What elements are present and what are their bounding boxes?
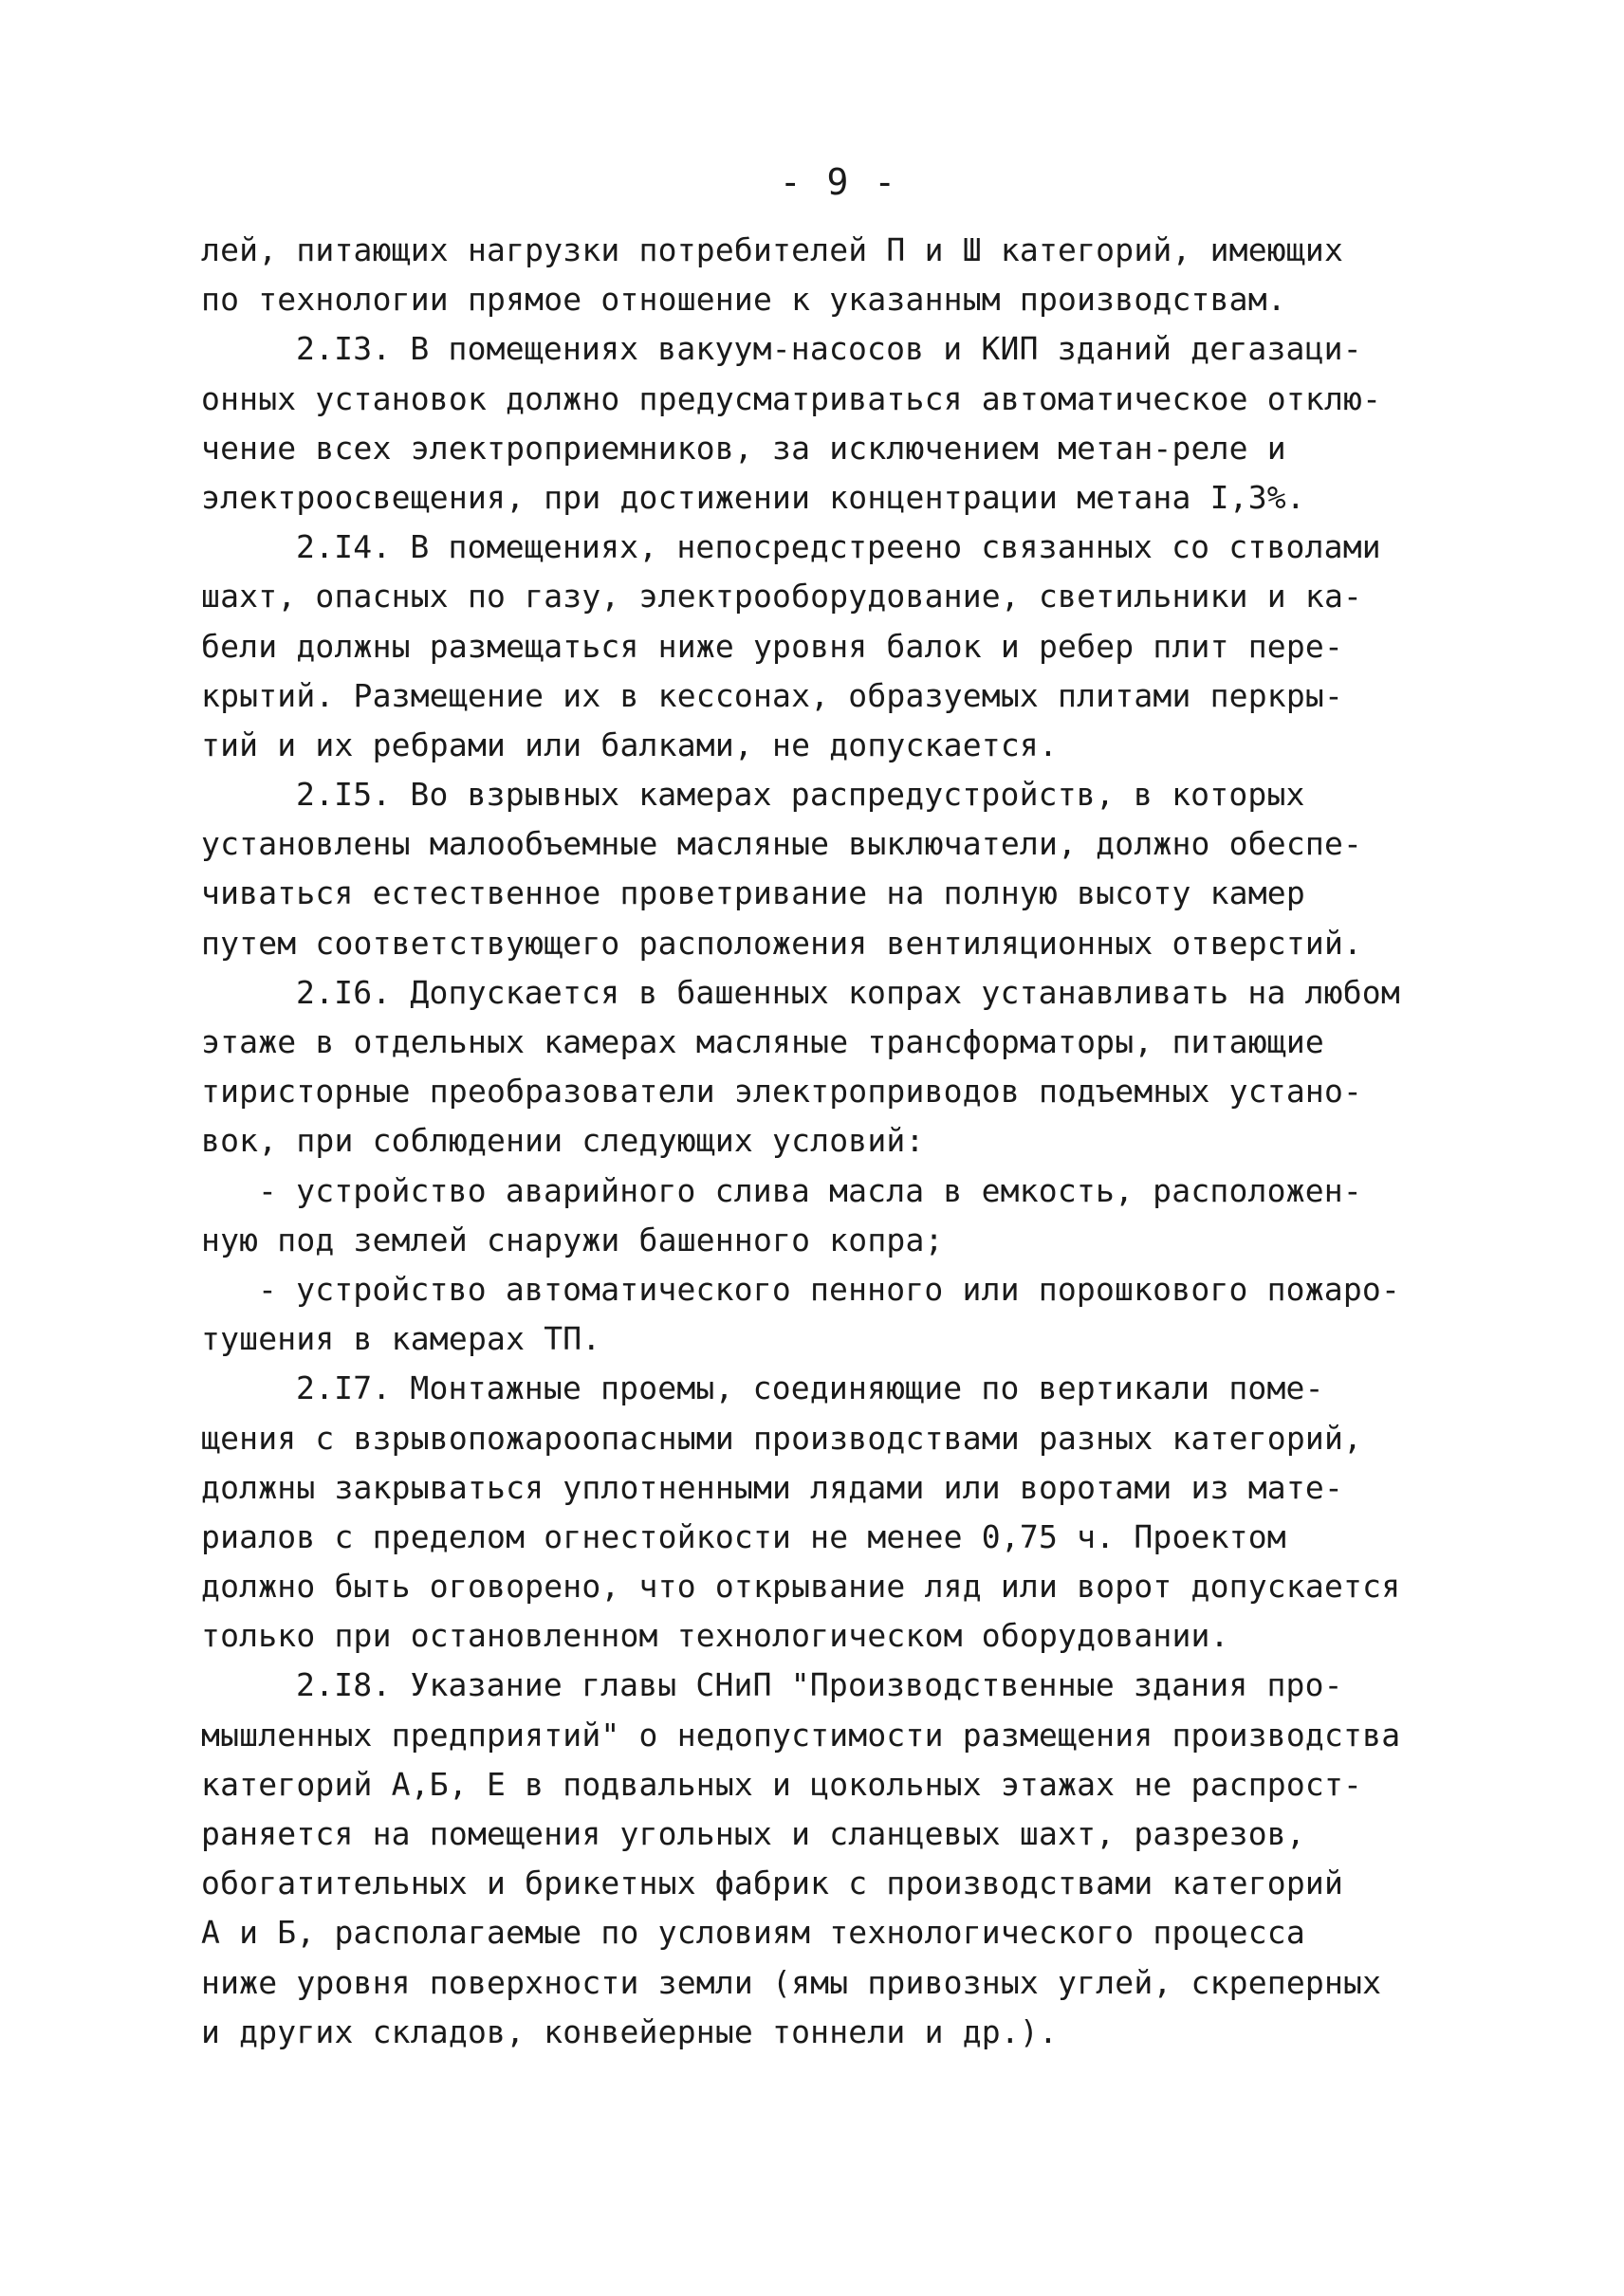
- paragraph-start-line: 2.I7. Монтажные проемы, соединяющие по вертикали поме-: [296, 1369, 1324, 1407]
- text-line: этаже в отдельных камерах масляные трансформаторы, питающие: [201, 1023, 1324, 1060]
- list-item-line: - устройство автоматического пенного или порошкового пожаро-: [258, 1270, 1401, 1308]
- text-line: категорий А,Б, Е в подвальных и цокольных этажах не распрост-: [201, 1765, 1363, 1803]
- text-line: тиристорные преобразователи электроприводов подъемных устано-: [201, 1073, 1363, 1111]
- text-line: бели должны размещаться ниже уровня балок и ребер плит пере-: [201, 627, 1344, 665]
- paragraph-start-line: 2.I8. Указание главы СНиП "Производственные здания про-: [296, 1666, 1343, 1704]
- paragraph-start-line: 2.I3. В помещениях вакуум-насосов и КИП зданий дегазаци-: [296, 330, 1362, 368]
- text-line: путем соответствующего расположения вентиляционных отверстий.: [201, 924, 1363, 962]
- text-line: только при остановленном технологическом оборудовании.: [201, 1617, 1229, 1655]
- text-line: крытий. Размещение их в кессонах, образуемых плитами перкры-: [201, 676, 1344, 714]
- list-item-line: - устройство аварийного слива масла в емкость, расположен-: [258, 1171, 1362, 1209]
- text-line: лей, питающих нагрузки потребителей П и Ш категорий, имеющих: [201, 231, 1344, 268]
- text-line: должно быть оговорено, что открывание ляд или ворот допускается: [201, 1568, 1401, 1606]
- text-line: ниже уровня поверхности земли (ямы привозных углей, скреперных: [201, 1963, 1382, 2001]
- text-line: А и Б, располагаемые по условиям технологического процесса: [201, 1914, 1305, 1952]
- text-line: тий и их ребрами или балками, не допускается.: [201, 726, 1059, 763]
- text-line: мышленных предприятий" о недопустимости размещения производства: [201, 1716, 1401, 1754]
- text-line: вок, при соблюдении следующих условий:: [201, 1122, 925, 1160]
- text-line: шахт, опасных по газу, электрооборудование, светильники и ка-: [201, 578, 1363, 615]
- paragraph-start-line: 2.I4. В помещениях, непосредстреено связанных со стволами: [296, 528, 1381, 566]
- page-number: - 9 -: [779, 161, 898, 203]
- text-line: риалов с пределом огнестойкости не менее 0,75 ч. Проектом: [201, 1517, 1286, 1555]
- text-line: чение всех электроприемников, за исключением метан-реле и: [201, 429, 1286, 467]
- text-body: [201, 226, 1484, 2057]
- text-line: должны закрываться уплотненными лядами или воротами из мате-: [201, 1468, 1344, 1506]
- paragraph-start-line: 2.I5. Во взрывных камерах распредустройств, в которых: [296, 776, 1305, 814]
- paragraph-start-line: 2.I6. Допускается в башенных копрах устанавливать на любом: [296, 973, 1400, 1011]
- text-line: раняется на помещения угольных и сланцевых шахт, разрезов,: [201, 1815, 1305, 1852]
- text-line: щения с взрывопожароопасными производствами разных категорий,: [201, 1419, 1363, 1457]
- text-line: ную под землей снаружи башенного копра;: [201, 1221, 944, 1258]
- text-line: онных установок должно предусматриваться автоматическое отклю-: [201, 379, 1382, 417]
- text-line: по технологии прямое отношение к указанным производствам.: [201, 281, 1286, 319]
- text-line: обогатительных и брикетных фабрик с производствами категорий: [201, 1864, 1344, 1902]
- text-line: чиваться естественное проветривание на полную высоту камер: [201, 874, 1305, 912]
- text-line: электроосвещения, при достижении концентрации метана I,3%.: [201, 478, 1305, 516]
- text-line: тушения в камерах ТП.: [201, 1320, 601, 1358]
- text-line: и других складов, конвейерные тоннели и др.).: [201, 2012, 1059, 2050]
- text-line: установлены малообъемные масляные выключатели, должно обеспе-: [201, 825, 1363, 863]
